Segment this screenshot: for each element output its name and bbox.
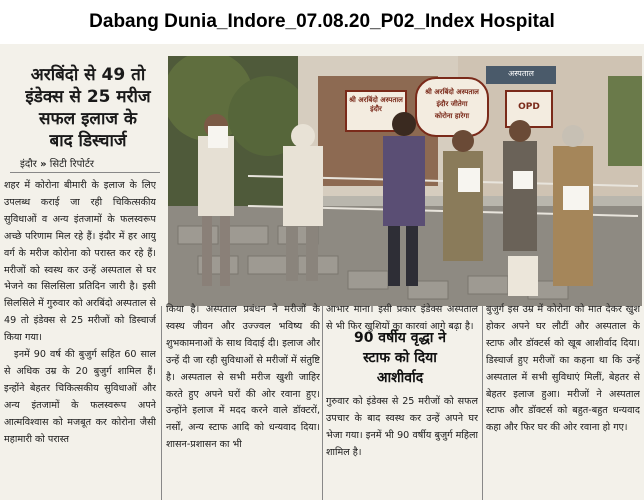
banner-center-line: इंदौर जीतेगा: [436, 100, 468, 108]
banner-center-line: श्री अरबिंदो अस्पताल: [425, 88, 479, 96]
banner-center-text: [416, 86, 488, 122]
column-divider: [482, 306, 483, 500]
headline-line: अरबिंदो से 49 तो: [30, 65, 146, 85]
paragraph: गुरुवार को इंडेक्स से 25 मरीजों को सफल उपचार के बाद स्वस्थ कर उन्हें अपने घर भेजा गया। इनमें भी 90 वर्षीय बुजुर्ग महिला शामिल है।: [326, 396, 478, 458]
subheading-line: आशीर्वाद: [376, 370, 424, 386]
column-divider: [322, 306, 323, 500]
byline-rule: [10, 172, 160, 173]
paragraph: आभार माना। इसी प्रकार इंडेक्स अस्पताल से भी फिर खुशियों का कारवां आगे बढ़ा है।: [326, 304, 478, 332]
banner-left-text: श्री अरबिंदो अस्पताल इंदौर: [349, 96, 403, 113]
article-column-1: [4, 178, 156, 500]
byline-separator: »: [40, 159, 47, 170]
subheading-line: 90 वर्षीय वृद्धा ने: [353, 330, 447, 346]
byline: [20, 156, 170, 170]
article-column-3-bottom: [326, 394, 478, 500]
article-column-2: [166, 302, 320, 500]
newspaper-clipping: [0, 44, 644, 500]
opd-sign: OPD: [518, 102, 540, 112]
headline-line: बाद डिस्चार्ज: [49, 131, 127, 151]
column-divider: [161, 306, 162, 500]
byline-city: इंदौर: [20, 159, 37, 170]
paragraph: इनमें 90 वर्ष की बुजुर्ग सहित 60 साल से अधिक उम्र के 20 बुजुर्ग शामिल हैं। इन्होंने बेहतर चिकित्सकीय सुविधाओं और अन्य इंतजामों के फलस्वरूप अपने आत्मविश्वास को मजबूत कर कोरोना जैसी महामारी को परास्त: [4, 349, 156, 445]
subheading-line: स्टाफ को दिया: [363, 350, 437, 366]
banner-center-line: कोरोना हारेगा: [434, 112, 470, 120]
headline-line: सफल इलाज के: [39, 109, 137, 129]
article-headline: [8, 64, 168, 152]
paragraph: बुजुर्ग इस उम्र में कोरोना को मात देकर खुश होकर अपने घर लौटीं और अस्पताल के स्टाफ और डॉक्टर्स को खूब आशीर्वाद दिया। डिस्चार्ज हुए मरीजों का कहना था कि उन्हें अस्पताल में सभी सुविधाएं मिलीं, बेहतर से बेहतर इलाज हुआ। मरीजों ने अस्पताल स्टाफ और डॉक्टर्स को बहुत-बहुत धन्यवाद कहा और फिर घर की ओर रवाना हो गए।: [486, 304, 640, 434]
headline-line: इंडेक्स से 25 मरीज: [25, 87, 151, 107]
photo-illustration: [168, 56, 642, 306]
top-sign: अस्पताल: [508, 69, 534, 78]
subheading: [330, 328, 470, 388]
page-caption: Dabang Dunia_Indore_07.08.20_P02_Index Hospital: [89, 11, 555, 32]
article-column-4: [486, 302, 640, 500]
article-photo: [168, 56, 642, 306]
paragraph: शहर में कोरोना बीमारी के इलाज के लिए उपलब्ध कराई जा रही चिकित्सकीय सुविधाओं व अन्य इंतजामों के फलस्वरूप अच्छे परिणाम मिल रहे हैं। इंदौर में हर आयु वर्ग के मरीज कोरोना को परास्त कर रहे हैं। मरीजों को स्वस्थ कर उन्हें अस्पताल से घर भेजने का सिलसिला प्रतिदिन जारी है। इसी सिलसिले में गुरुवार को अरबिंदो अस्पताल से 49 तो इंडेक्स से 25 मरीजों को डिस्चार्ज किया गया।: [4, 180, 156, 344]
byline-reporter: सिटी रिपोर्टर: [49, 159, 94, 170]
paragraph: किया है। अस्पताल प्रबंधन ने मरीजों के स्वस्थ जीवन और उज्ज्वल भविष्य की शुभकामनाओं के साथ विदाई दी। इलाज और उन्हें दी जा रही सुविधाओं से मरीजों में संतुष्टि है। अस्पताल से सभी मरीज खुशी जाहिर करते हुए अपने घरों की ओर रवाना हुए। उन्होंने इलाज में मदद करने वाले डॉक्टरों, नर्सों, अन्य स्टाफ आदि को धन्यवाद दिया। शासन-प्रशासन का भी: [166, 304, 320, 451]
